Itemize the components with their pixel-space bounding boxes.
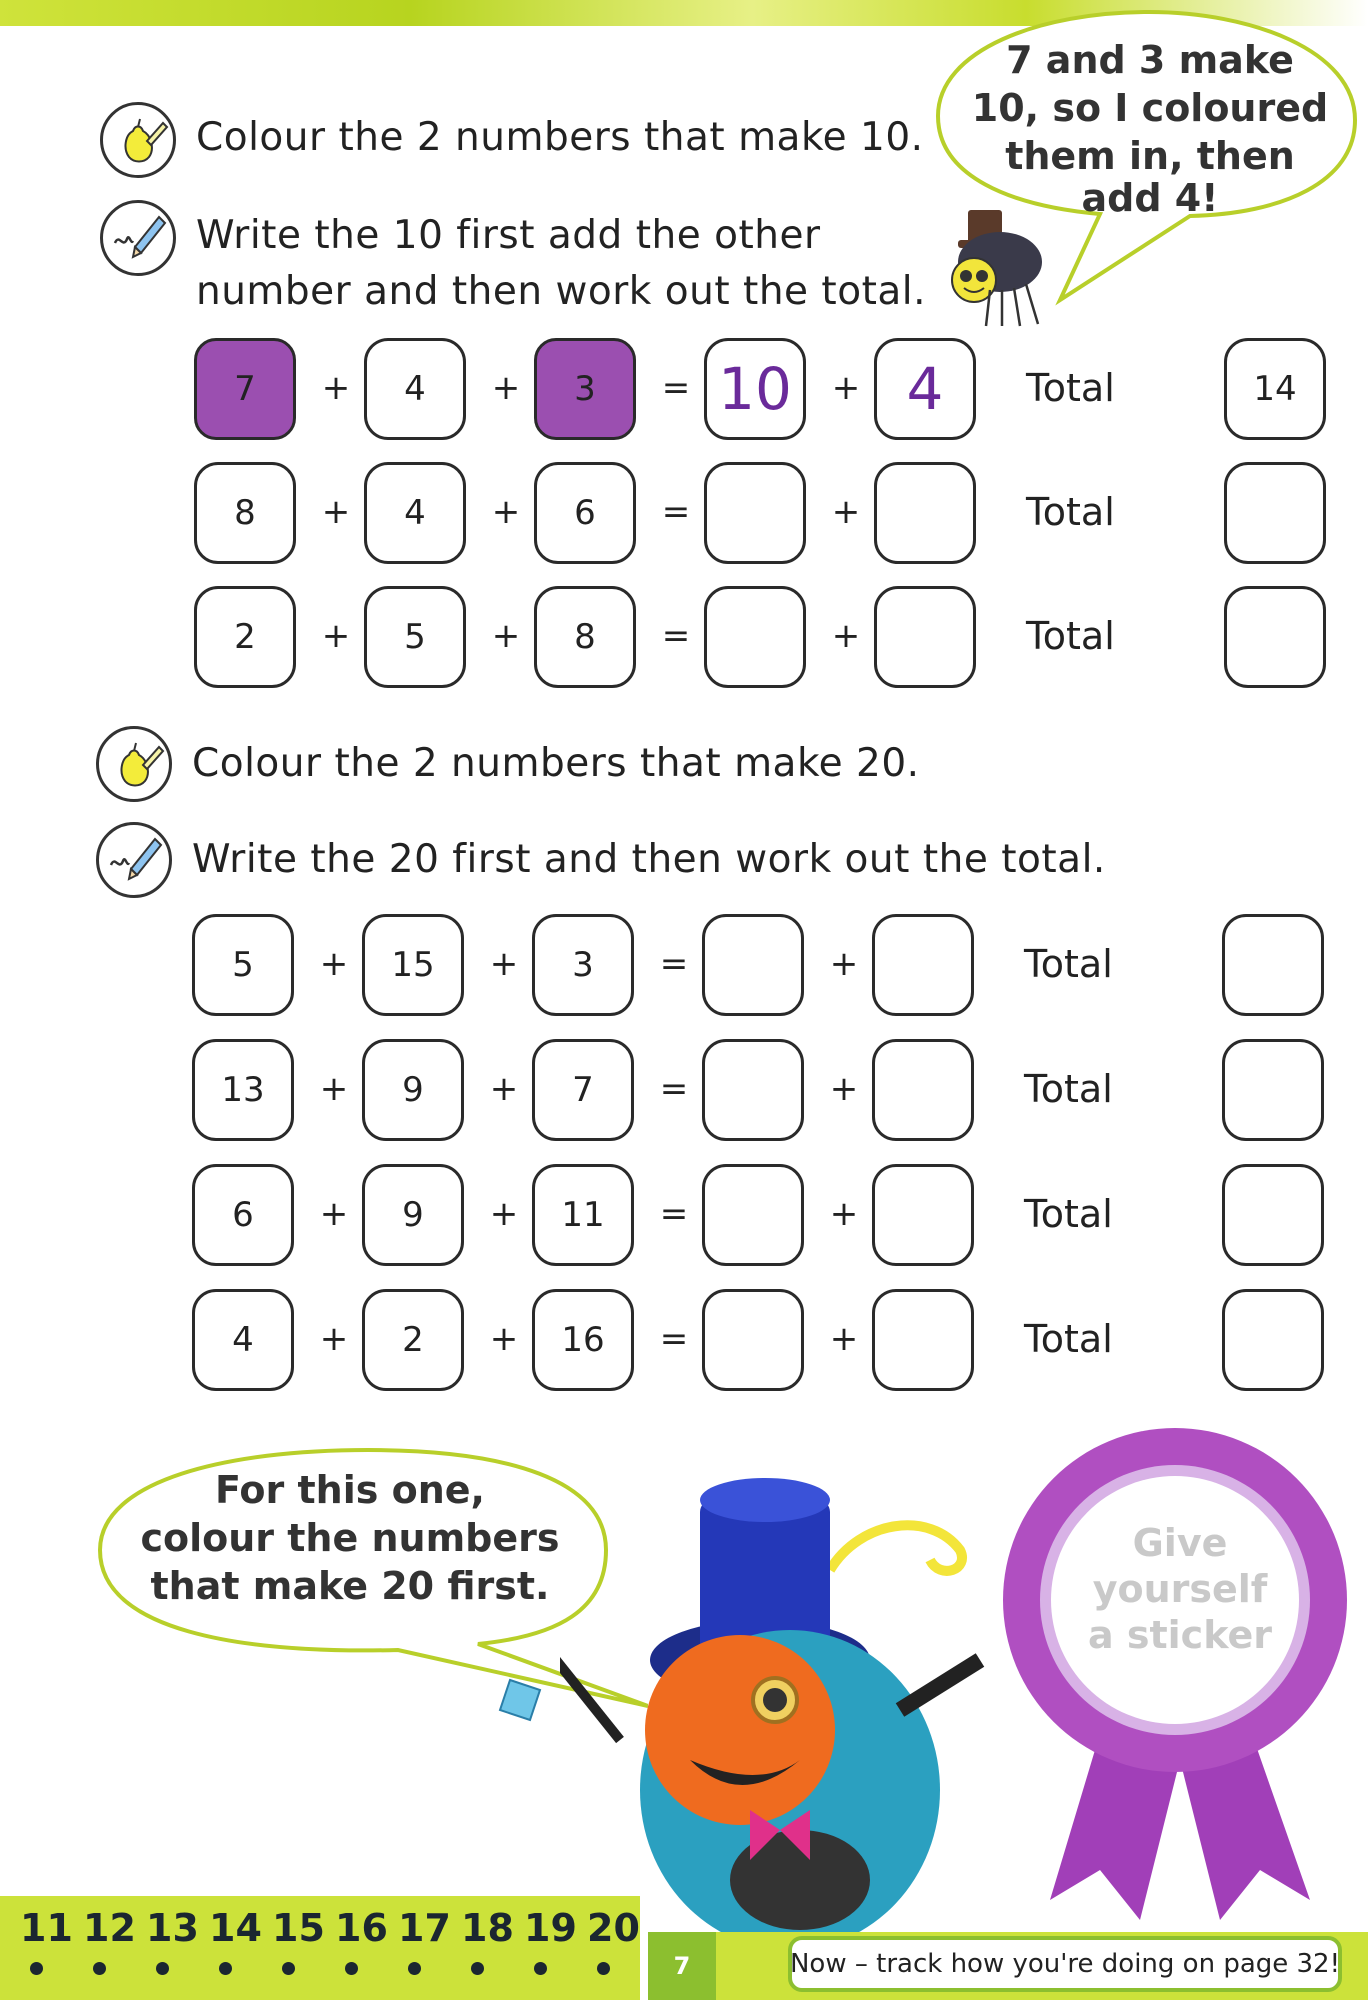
speech-bottom-line2: colour the numbers [140, 1516, 560, 1560]
number-box: 5 [192, 914, 294, 1016]
plus-sign: + [319, 1319, 349, 1359]
number-box: 3 [532, 914, 634, 1016]
plus-sign: + [831, 368, 861, 408]
total-label: Total [1024, 1192, 1113, 1236]
pencil-scribble-icon [100, 200, 176, 276]
equals-sign: = [659, 1069, 689, 1109]
answer-box[interactable] [702, 914, 804, 1016]
plus-sign: + [831, 616, 861, 656]
plus-sign: + [491, 368, 521, 408]
speech-top-line2: 10, so I coloured [971, 86, 1329, 130]
plus-sign: + [489, 1319, 519, 1359]
answer-box[interactable] [704, 586, 806, 688]
number-box: 4 [364, 462, 466, 564]
number-line-label: 20 [587, 1906, 640, 1950]
total-answer-box[interactable] [1222, 1164, 1324, 1266]
number-line-dot [156, 1962, 169, 1975]
magic-wand-star [490, 1670, 570, 1750]
number-box: 2 [194, 586, 296, 688]
speech-bottom-line1: For this one, [215, 1468, 485, 1512]
answer-box[interactable] [874, 462, 976, 564]
rosette-line1: Give [1132, 1521, 1228, 1565]
number-line-dot [408, 1962, 421, 1975]
plus-sign: + [321, 492, 351, 532]
answer-box[interactable] [872, 1164, 974, 1266]
page-number: 7 [648, 1932, 716, 2000]
magician-monster-character [560, 1460, 1060, 1940]
number-box: 11 [532, 1164, 634, 1266]
total-label: Total [1024, 1067, 1113, 1111]
number-box: 6 [534, 462, 636, 564]
plus-sign: + [829, 1194, 859, 1234]
answer-box[interactable] [874, 586, 976, 688]
plus-sign: + [489, 1194, 519, 1234]
total-answer-box[interactable]: 14 [1224, 338, 1326, 440]
pear-crayon-icon [96, 726, 172, 802]
plus-sign: + [489, 1069, 519, 1109]
total-label: Total [1024, 942, 1113, 986]
number-line-label: 12 [83, 1906, 136, 1950]
equals-sign: = [661, 368, 691, 408]
rosette-line3: a sticker [1088, 1613, 1272, 1657]
answer-box[interactable]: 4 [874, 338, 976, 440]
equals-sign: = [659, 944, 689, 984]
plus-sign: + [319, 944, 349, 984]
total-label: Total [1026, 490, 1115, 534]
plus-sign: + [831, 492, 861, 532]
equals-sign: = [661, 492, 691, 532]
number-box: 4 [192, 1289, 294, 1391]
total-answer-box[interactable] [1222, 1039, 1324, 1141]
pear-crayon-icon [100, 102, 176, 178]
number-box: 7 [194, 338, 296, 440]
speech-top-line3: them in, then [1005, 134, 1295, 178]
number-line-dot [345, 1962, 358, 1975]
number-line-dot [219, 1962, 232, 1975]
number-line-label: 17 [398, 1906, 451, 1950]
sticker-rosette [990, 1400, 1360, 1920]
equals-sign: = [659, 1194, 689, 1234]
number-line-label: 13 [146, 1906, 199, 1950]
equals-sign: = [659, 1319, 689, 1359]
number-line-label: 11 [20, 1906, 73, 1950]
number-line-label: 19 [524, 1906, 577, 1950]
number-box: 2 [362, 1289, 464, 1391]
plus-sign: + [319, 1069, 349, 1109]
plus-sign: + [319, 1194, 349, 1234]
speech-top-line1: 7 and 3 make [1006, 38, 1294, 82]
number-box: 16 [532, 1289, 634, 1391]
number-box: 9 [362, 1039, 464, 1141]
answer-box[interactable] [872, 914, 974, 1016]
answer-box[interactable] [872, 1039, 974, 1141]
number-line-label: 14 [209, 1906, 262, 1950]
plus-sign: + [829, 944, 859, 984]
instruction-write-20: Write the 20 first and then work out the total. [192, 837, 1106, 882]
plus-sign: + [829, 1319, 859, 1359]
number-box: 15 [362, 914, 464, 1016]
number-line-dot [597, 1962, 610, 1975]
equals-sign: = [661, 616, 691, 656]
answer-box[interactable]: 10 [704, 338, 806, 440]
number-box: 13 [192, 1039, 294, 1141]
number-line-strip [0, 1896, 640, 2000]
speech-top-line4: add 4! [1081, 176, 1219, 220]
pencil-scribble-icon [96, 822, 172, 898]
total-label: Total [1026, 614, 1115, 658]
total-answer-box[interactable] [1222, 1289, 1324, 1391]
number-line-label: 16 [335, 1906, 388, 1950]
answer-box[interactable] [704, 462, 806, 564]
total-label: Total [1026, 366, 1115, 410]
number-line-label: 15 [272, 1906, 325, 1950]
number-box: 5 [364, 586, 466, 688]
plus-sign: + [489, 944, 519, 984]
instruction-write-10-line2: number and then work out the total. [196, 269, 927, 314]
number-line-dot [534, 1962, 547, 1975]
number-line-label: 18 [461, 1906, 514, 1950]
number-line-dot [471, 1962, 484, 1975]
plus-sign: + [829, 1069, 859, 1109]
number-box: 7 [532, 1039, 634, 1141]
number-box: 8 [534, 586, 636, 688]
number-box: 4 [364, 338, 466, 440]
total-answer-box[interactable] [1224, 462, 1326, 564]
number-line-dot [30, 1962, 43, 1975]
answer-box[interactable] [872, 1289, 974, 1391]
instruction-write-10-line1: Write the 10 first add the other [196, 213, 821, 258]
answer-box[interactable] [702, 1039, 804, 1141]
spider-character [930, 200, 1070, 330]
total-label: Total [1024, 1317, 1113, 1361]
number-line-dot [282, 1962, 295, 1975]
plus-sign: + [321, 368, 351, 408]
total-answer-box[interactable] [1222, 914, 1324, 1016]
number-box: 6 [192, 1164, 294, 1266]
instruction-colour-20: Colour the 2 numbers that make 20. [192, 741, 920, 786]
instruction-colour-10: Colour the 2 numbers that make 10. [196, 115, 924, 160]
plus-sign: + [491, 616, 521, 656]
plus-sign: + [491, 492, 521, 532]
total-answer-box[interactable] [1224, 586, 1326, 688]
plus-sign: + [321, 616, 351, 656]
answer-box[interactable] [702, 1164, 804, 1266]
speech-bottom-line3: that make 20 first. [150, 1564, 550, 1608]
rosette-line2: yourself [1092, 1567, 1268, 1611]
number-box: 3 [534, 338, 636, 440]
number-line-dot [93, 1962, 106, 1975]
answer-box[interactable] [702, 1289, 804, 1391]
footer-message: Now – track how you're doing on page 32! [788, 1936, 1342, 1992]
number-box: 9 [362, 1164, 464, 1266]
number-box: 8 [194, 462, 296, 564]
